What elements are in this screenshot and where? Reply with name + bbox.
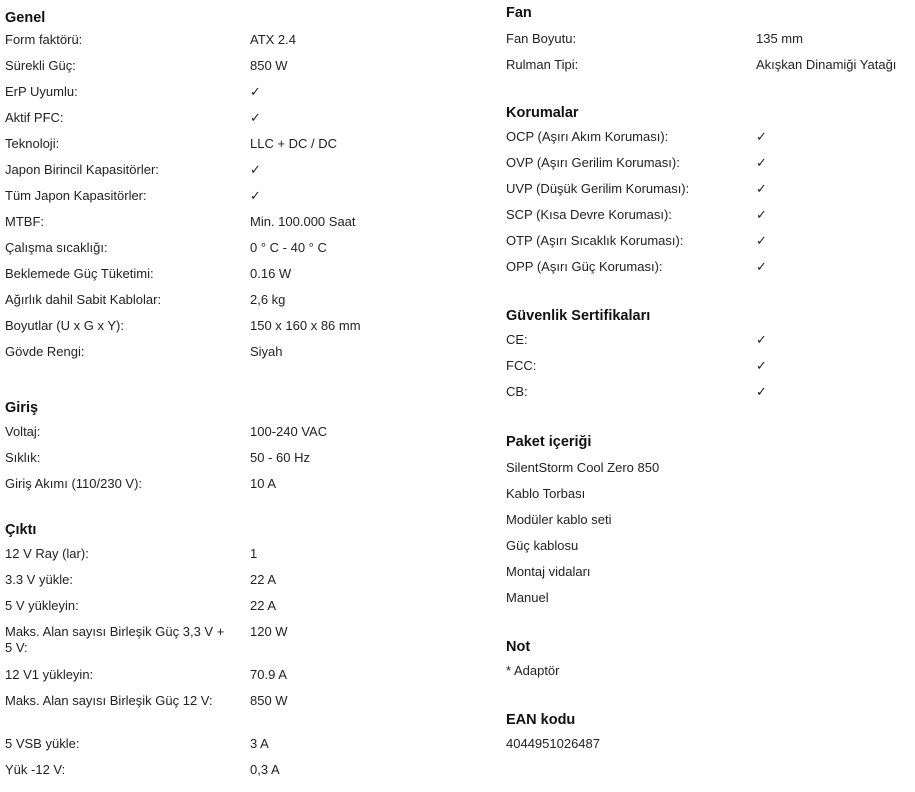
spec-label: CB:	[506, 384, 528, 399]
check-icon: ✓	[250, 84, 261, 99]
spec-label: OCP (Aşırı Akım Koruması):	[506, 129, 669, 144]
spec-row	[5, 762, 445, 788]
spec-value: 850 W	[250, 58, 288, 73]
list-item	[506, 486, 915, 512]
section-title: Not	[506, 639, 531, 655]
spec-row	[5, 318, 445, 344]
spec-row	[5, 136, 445, 162]
spec-label: Sıklık:	[5, 450, 41, 465]
spec-value: 0,3 A	[250, 762, 280, 777]
check-icon: ✓	[250, 110, 261, 125]
spec-label: Maks. Alan sayısı Birleşik Güç 3,3 V + 5 V:	[5, 624, 225, 655]
spec-row	[506, 332, 915, 358]
list-item	[506, 663, 915, 689]
spec-value: 10 A	[250, 476, 277, 491]
spec-label: Çalışma sıcaklığı:	[5, 240, 108, 255]
spec-value: 0.16 W	[250, 266, 292, 281]
spec-row	[5, 84, 445, 110]
spec-label: OPP (Aşırı Güç Koruması):	[506, 259, 663, 274]
spec-value: 850 W	[250, 693, 288, 708]
check-icon: ✓	[756, 233, 767, 248]
section-korumalar	[506, 103, 915, 285]
spec-row	[506, 259, 915, 285]
list-item	[506, 590, 915, 616]
spec-row	[5, 292, 445, 318]
spec-value: 22 A	[250, 598, 277, 613]
spec-label: Sürekli Güç:	[5, 58, 76, 73]
spec-row	[506, 384, 915, 410]
spec-value: Akışkan Dinamiği Yatağı	[756, 57, 897, 72]
spec-row	[5, 240, 445, 266]
section-title: Genel	[5, 10, 46, 26]
spec-row	[506, 31, 915, 57]
section-paket-icerigi	[506, 432, 915, 616]
spec-value: 1	[250, 546, 258, 561]
list-item-text: Montaj vidaları	[506, 564, 591, 579]
spec-label: Boyutlar (U x G x Y):	[5, 318, 124, 333]
spec-label: Maks. Alan sayısı Birleşik Güç 12 V:	[5, 693, 213, 708]
spec-label: MTBF:	[5, 214, 44, 229]
spec-value: 0 ° C - 40 ° C	[250, 240, 327, 255]
list-item-text: Güç kablosu	[506, 538, 579, 553]
spec-label: Japon Birincil Kapasitörler:	[5, 162, 159, 177]
spec-label: FCC:	[506, 358, 537, 373]
spec-label: Teknoloji:	[5, 136, 60, 151]
check-icon: ✓	[756, 332, 767, 347]
spec-row	[5, 110, 445, 136]
spec-value: 120 W	[250, 624, 288, 639]
spec-row	[5, 624, 445, 667]
spec-row	[5, 344, 445, 370]
spec-row	[506, 57, 915, 83]
list-item-text: SilentStorm Cool Zero 850	[506, 460, 660, 475]
spec-label: Yük -12 V:	[5, 762, 66, 777]
spec-row	[5, 32, 445, 58]
spec-label: Gövde Rengi:	[5, 344, 85, 359]
spec-row	[5, 162, 445, 188]
spec-label: ErP Uyumlu:	[5, 84, 78, 99]
check-icon: ✓	[756, 155, 767, 170]
spec-row	[5, 476, 445, 502]
list-item-text: Modüler kablo seti	[506, 512, 612, 527]
spec-value: 135 mm	[756, 31, 803, 46]
check-icon: ✓	[756, 358, 767, 373]
section-title: Giriş	[5, 400, 39, 416]
section-title: Korumalar	[506, 105, 579, 121]
spec-label: Beklemede Güç Tüketimi:	[5, 266, 154, 281]
spec-row	[506, 181, 915, 207]
section-title: Güvenlik Sertifikaları	[506, 308, 651, 324]
spec-row	[506, 358, 915, 384]
spec-row	[5, 667, 445, 693]
spec-label: Tüm Japon Kapasitörler:	[5, 188, 147, 203]
check-icon: ✓	[756, 207, 767, 222]
spec-value: LLC + DC / DC	[250, 136, 338, 151]
list-item	[506, 460, 915, 486]
spec-value: 50 - 60 Hz	[250, 450, 310, 465]
section-cikti	[5, 520, 445, 788]
spec-row	[506, 233, 915, 259]
spec-label: 12 V1 yükleyin:	[5, 667, 94, 682]
spec-row	[5, 546, 445, 572]
spec-row	[5, 598, 445, 624]
spec-value: 2,6 kg	[250, 292, 286, 307]
spec-label: 5 VSB yükle:	[5, 736, 80, 751]
list-item	[506, 538, 915, 564]
spec-value: 100-240 VAC	[250, 424, 328, 439]
spec-row	[506, 207, 915, 233]
section-giris	[5, 398, 445, 502]
check-icon: ✓	[756, 181, 767, 196]
spec-value: Min. 100.000 Saat	[250, 214, 356, 229]
spec-label: CE:	[506, 332, 528, 347]
section-ean-kodu	[506, 710, 915, 762]
check-icon: ✓	[250, 188, 261, 203]
list-item-text: * Adaptör	[506, 663, 560, 678]
spec-label: 3.3 V yükle:	[5, 572, 73, 587]
spec-row	[5, 188, 445, 214]
spec-row	[5, 266, 445, 292]
spec-value: 70.9 A	[250, 667, 287, 682]
spec-value: 150 x 160 x 86 mm	[250, 318, 361, 333]
spec-label: Form faktörü:	[5, 32, 83, 47]
spec-row	[506, 129, 915, 155]
spec-label: UVP (Düşük Gerilim Koruması):	[506, 181, 690, 196]
list-item-text: 4044951026487	[506, 736, 600, 751]
spec-row	[5, 693, 445, 736]
section-not	[506, 637, 915, 689]
spec-row	[5, 450, 445, 476]
section-title: EAN kodu	[506, 712, 576, 728]
check-icon: ✓	[756, 259, 767, 274]
spec-label: OVP (Aşırı Gerilim Koruması):	[506, 155, 680, 170]
section-genel	[5, 8, 445, 370]
check-icon: ✓	[250, 162, 261, 177]
spec-label: Aktif PFC:	[5, 110, 64, 125]
spec-row	[5, 736, 445, 762]
spec-label: SCP (Kısa Devre Koruması):	[506, 207, 672, 222]
spec-value: Siyah	[250, 344, 283, 359]
list-item	[506, 564, 915, 590]
check-icon: ✓	[756, 384, 767, 399]
spec-label: Ağırlık dahil Sabit Kablolar:	[5, 292, 162, 307]
spec-label: Fan Boyutu:	[506, 31, 577, 46]
spec-value: ATX 2.4	[250, 32, 297, 47]
section-title: Paket içeriği	[506, 434, 592, 450]
spec-label: 5 V yükleyin:	[5, 598, 79, 613]
check-icon: ✓	[756, 129, 767, 144]
list-item-text: Manuel	[506, 590, 549, 605]
spec-value: 3 A	[250, 736, 269, 751]
spec-label: Rulman Tipi:	[506, 57, 579, 72]
section-title: Çıktı	[5, 522, 37, 538]
section-fan	[506, 3, 915, 83]
spec-label: Giriş Akımı (110/230 V):	[5, 476, 143, 491]
spec-label: 12 V Ray (lar):	[5, 546, 89, 561]
spec-label: Voltaj:	[5, 424, 41, 439]
section-title: Fan	[506, 5, 532, 21]
spec-row	[5, 572, 445, 598]
list-item-text: Kablo Torbası	[506, 486, 586, 501]
list-item	[506, 512, 915, 538]
spec-row	[5, 424, 445, 450]
spec-label: OTP (Aşırı Sıcaklık Koruması):	[506, 233, 684, 248]
spec-row	[506, 155, 915, 181]
spec-row	[5, 214, 445, 240]
section-guvenlik-sertifikalari	[506, 306, 915, 410]
list-item	[506, 736, 915, 762]
spec-row	[5, 58, 445, 84]
spec-value: 22 A	[250, 572, 277, 587]
